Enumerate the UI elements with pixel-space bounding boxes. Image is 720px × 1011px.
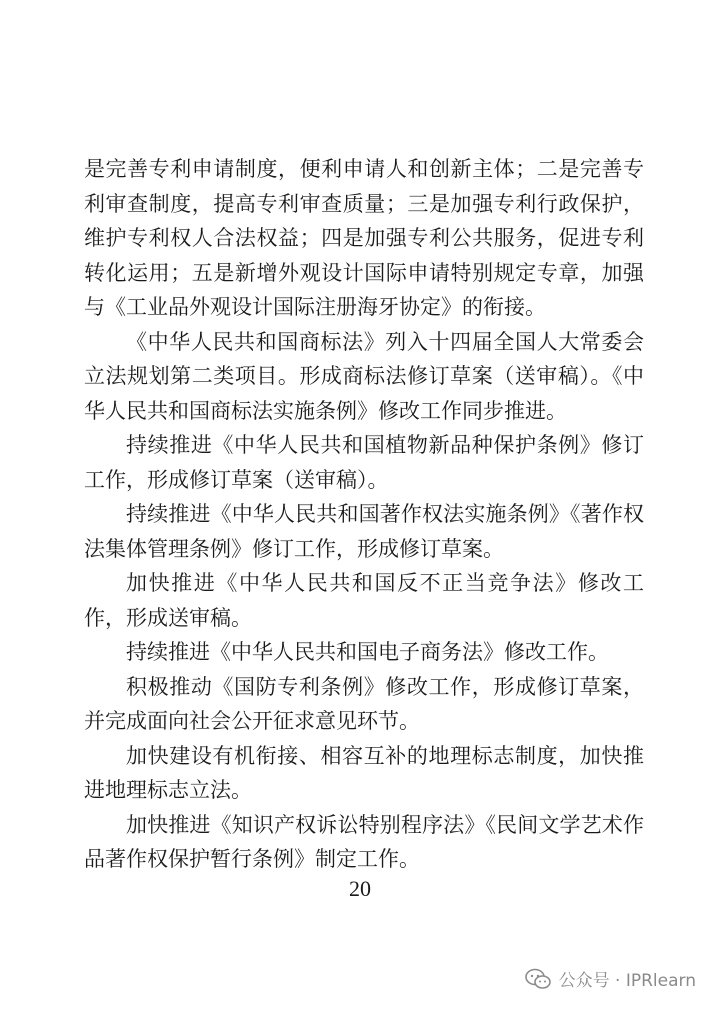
paragraph-9: 加快推进《知识产权诉讼特别程序法》《民间文学艺术作品著作权保护暂行条例》制定工作。 <box>84 812 644 871</box>
paragraph-3: 持续推进《中华人民共和国植物新品种保护条例》修订工作，形成修订草案（送审稿）。 <box>84 433 644 492</box>
paragraph-5: 加快推进《中华人民共和国反不正当竞争法》修改工作，形成送审稿。 <box>84 571 644 630</box>
body-text <box>84 152 644 877</box>
watermark-text: 公众号 · IPRlearn <box>558 971 696 991</box>
wechat-watermark <box>525 966 696 991</box>
paragraph-8: 加快建设有机衔接、相容互补的地理标志制度，加快推进地理标志立法。 <box>84 743 644 802</box>
paragraph-1: 是完善专利申请制度，便利申请人和创新主体；二是完善专利审查制度，提高专利审查质量；三是加强专利行政保护，维护专利权人合法权益；四是加强专利公共服务，促进专利转化运用；五是新增外观设计国际申请特别规定专章，加强与《工业品外观设计国际注册海牙协定》的衔接。 <box>84 157 644 319</box>
paragraph-7: 积极推动《国防专利条例》修改工作，形成修订草案，并完成面向社会公开征求意见环节。 <box>84 674 644 733</box>
page-number: 20 <box>349 876 371 901</box>
wechat-icon <box>525 968 551 990</box>
paragraph-4: 持续推进《中华人民共和国著作权法实施条例》《著作权法集体管理条例》修订工作，形成修订草案。 <box>84 502 644 561</box>
paragraph-6: 持续推进《中华人民共和国电子商务法》修改工作。 <box>126 640 609 664</box>
paragraph-2: 《中华人民共和国商标法》列入十四届全国人大常委会立法规划第二类项目。形成商标法修订草案（送审稿）。《中华人民共和国商标法实施条例》修改工作同步推进。 <box>84 329 644 423</box>
